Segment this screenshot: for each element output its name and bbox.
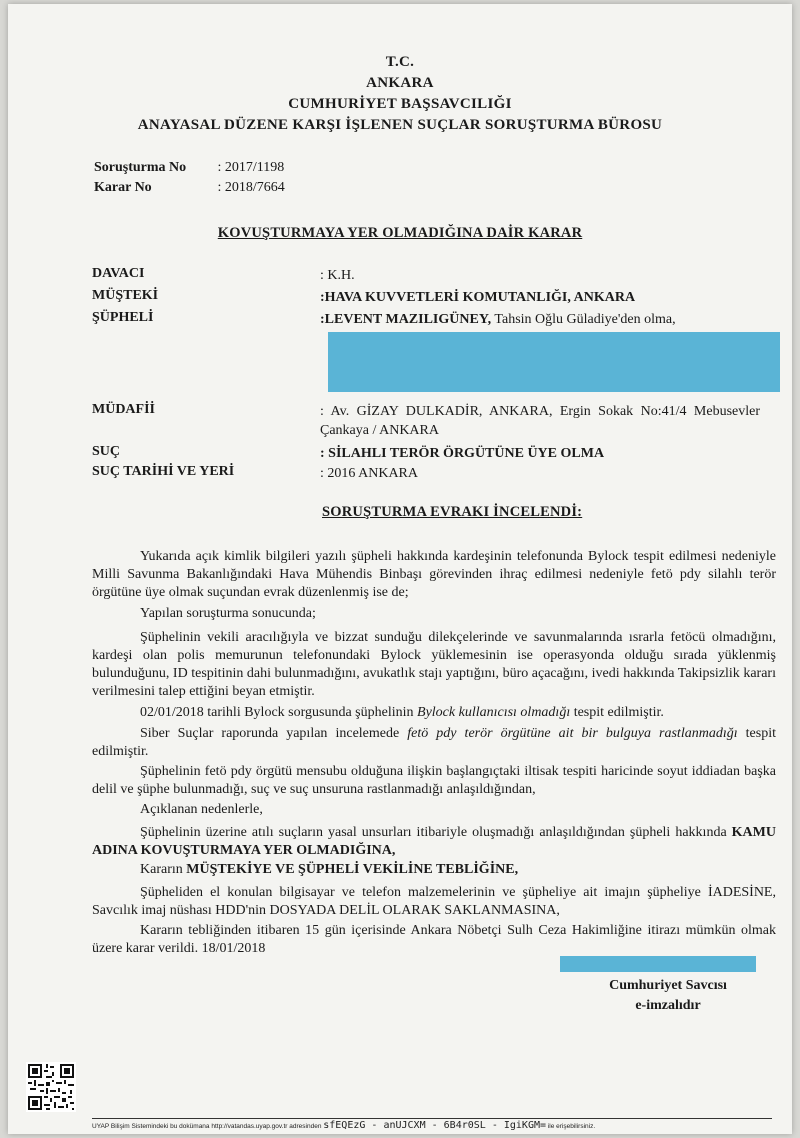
paragraph-2: Yapılan soruşturma sonucunda;	[140, 606, 316, 621]
paragraph-9	[92, 861, 776, 879]
paragraph-3: Şüphelinin vekili aracılığıyla ve bizzat sunduğu dilekçelerinde ve savunmalarında ısrarla fetöcü olmadığını, kardeşi olan polis memurunun telefonundaki Bylock yüklemesinin ise operasyonda olduğu sırada yüklenmiş bulunduğunu, ID tespitinin dahi bulunmadığını, avukatlık stajı yaptığını, büro açacağını, ivedi hakkında Takipsizlik kararı verilmesini talep ettiğini beyan etmiştir.	[92, 630, 776, 699]
header-bureau: ANAYASAL DÜZENE KARŞI İŞLENEN SUÇLAR SORUŞTURMA BÜROSU	[137, 117, 663, 133]
paragraph-9-bold: MÜŞTEKİYE VE ŞÜPHELİ VEKİLİNE TEBLİĞİNE,	[186, 862, 519, 877]
paragraph-5	[92, 725, 776, 761]
defense-label: MÜDAFİİ	[92, 402, 155, 417]
paragraph-5-start: Siber Suçlar raporunda yapılan incelemede	[140, 726, 408, 741]
footer	[92, 1120, 782, 1131]
paragraph-6: Şüphelinin fetö pdy örgütü mensubu olduğuna ilişkin başlangıçtaki iltisak tespiti haricinde soyut iddiadan başka delil ve şüphe bulunmadığı, suç ve suç unsuruna rastlanmadığı anlaşıldığından,	[92, 764, 776, 797]
paragraph-10: Şüpheliden el konulan bilgisayar ve telefon malzemelerinin ve şüpheliye ait imajın şüpheliye İADESİNE, Savcılık imaj nüshası HDD'nin DOSYADA DELİL OLARAK SAKLANMASINA,	[92, 885, 776, 918]
document-page	[8, 4, 792, 1134]
suspect-label: ŞÜPHELİ	[92, 310, 154, 325]
paragraph-4-italic: Bylock kullanıcısı olmadığı	[417, 705, 571, 720]
header-office: CUMHURİYET BAŞSAVCILIĞI	[288, 96, 512, 112]
suspect-value	[320, 310, 790, 329]
redaction-block	[328, 332, 780, 392]
plaintiff-label: DAVACI	[92, 266, 145, 281]
investigation-number-label: Soruşturma No	[94, 160, 187, 175]
complainant-value: :HAVA KUVVETLERİ KOMUTANLIĞI, ANKARA	[320, 290, 636, 305]
suspect-name: :LEVENT MAZILIGÜNEY,	[320, 312, 492, 327]
paragraph-7: Açıklanan nedenlerle,	[140, 802, 263, 817]
paragraph-5-end: tespit edilmiştir.	[92, 726, 776, 759]
paragraph-8-start: Şüphelinin üzerine atılı suçların yasal unsurları itibariyle oluşmadığı anlaşıldığından şüpheli hakkında	[140, 825, 732, 840]
signature-redaction	[560, 956, 756, 972]
paragraph-4	[92, 704, 776, 722]
paragraph-11: Kararın tebliğinden itibaren 15 gün içerisinde Ankara Nöbetçi Sulh Ceza Hakimliğine itirazı mümkün olmak üzere karar verildi. 18/01/2018	[92, 923, 776, 956]
footer-text-before: UYAP Bilişim Sistemindeki bu dokümana http://vatandas.uyap.gov.tr adresinden	[92, 1123, 322, 1130]
prosecutor-title: Cumhuriyet Savcısı	[609, 978, 727, 993]
decision-number-label: Karar No	[94, 180, 152, 195]
defense-value: : Av. GİZAY DULKADİR, ANKARA, Ergin Sokak No:41/4 Mebusevler Çankaya / ANKARA	[320, 404, 760, 438]
crime-value: : SİLAHLI TERÖR ÖRGÜTÜNE ÜYE OLMA	[320, 446, 605, 461]
section-title: SORUŞTURMA EVRAKI İNCELENDİ:	[322, 504, 583, 520]
paragraph-4-end: tespit edilmiştir.	[570, 705, 664, 720]
header-city: ANKARA	[366, 75, 434, 91]
suspect-parentage: Tahsin Oğlu Güladiye'den olma,	[491, 312, 676, 327]
crime-date-label: SUÇ TARİHİ VE YERİ	[92, 464, 235, 479]
document-title: KOVUŞTURMAYA YER OLMADIĞINA DAİR KARAR	[217, 225, 583, 241]
footer-text-after: ile erişebilirsiniz.	[547, 1123, 596, 1130]
paragraph-9-start: Kararın	[140, 862, 187, 877]
paragraph-8-bold: KAMU ADINA KOVUŞTURMAYA YER OLMADIĞINA,	[92, 825, 776, 858]
paragraph-8	[92, 824, 776, 860]
paragraph-5-italic: fetö pdy terör örgütüne ait bir bulguya rastlanmadığı	[407, 726, 738, 741]
qr-code-icon	[26, 1062, 76, 1112]
paragraph-1: Yukarıda açık kimlik bilgileri yazılı şüpheli hakkında kardeşinin telefonunda Bylock tespit edilmesi nedeniyle Milli Savunma Bakanlığındaki Hava Mühendis Binbaşı görevinden ihraç edilmesi nedeniyle fetö pdy silahlı terör örgütüne üye olmak suçundan evrak düzenlenmiş ise de;	[92, 549, 776, 600]
footer-divider	[92, 1118, 772, 1119]
e-signed-note: e-imzalıdır	[635, 998, 701, 1013]
investigation-number-value: : 2017/1198	[217, 160, 285, 175]
header-tc: T.C.	[385, 54, 415, 70]
paragraph-4-start: 02/01/2018 tarihli Bylock sorgusunda şüphelinin	[140, 705, 418, 720]
crime-label: SUÇ	[92, 444, 121, 459]
plaintiff-value: : K.H.	[320, 268, 355, 283]
decision-number-value: : 2018/7664	[217, 180, 285, 195]
complainant-label: MÜŞTEKİ	[92, 288, 159, 303]
footer-access-code: sfEQEzG - anUJCXM - 6B4r0SL - IgiKGM=	[323, 1120, 547, 1131]
investigation-number-row	[94, 160, 284, 176]
crime-date-value: : 2016 ANKARA	[320, 466, 419, 481]
decision-number-row	[94, 180, 285, 196]
